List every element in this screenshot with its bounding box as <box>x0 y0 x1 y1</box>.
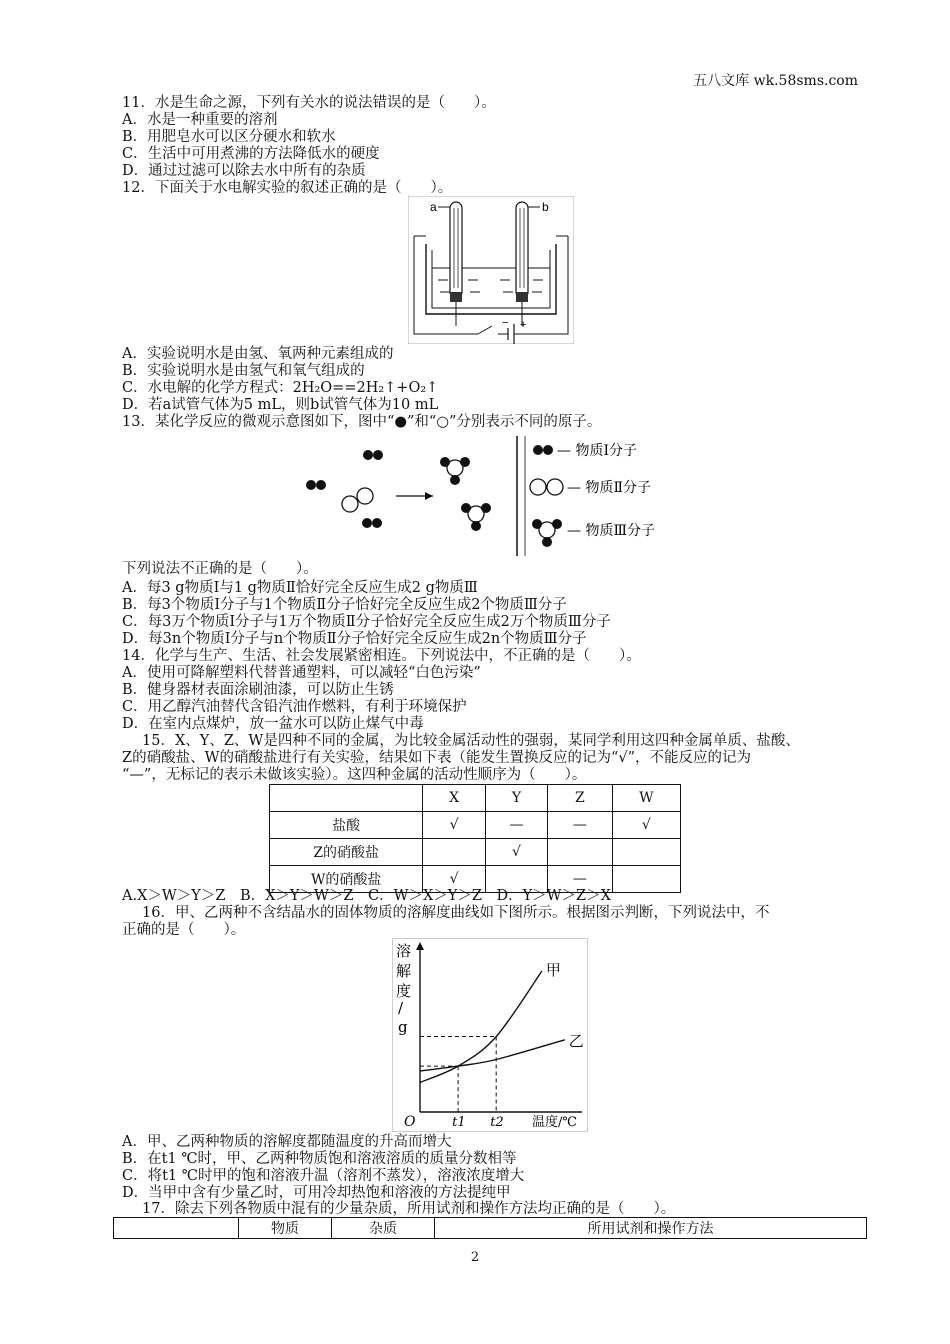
x-tick-label-t2: t2 <box>490 1115 504 1130</box>
q15-stem-line2: Z的硝酸盐、W的硝酸盐进行有关实验，结果如下表（能发生置换反应的记为“√”，不能反应的记为 <box>122 750 752 766</box>
y-axis-label-5: g <box>398 1018 408 1036</box>
y-axis-label-2: 解 <box>396 962 412 980</box>
q14-option-c: C．用乙醇汽油替代含铅汽油作燃料，有利于环境保护 <box>122 699 467 715</box>
table-cell: 所用试剂和操作方法 <box>435 1218 867 1239</box>
table-cell: Z的硝酸盐 <box>270 839 423 866</box>
q12-stem: 12．下面关于水电解实验的叙述正确的是（ ）。 <box>122 180 453 196</box>
page-number: 2 <box>470 1250 480 1265</box>
table-cell: √ <box>423 866 485 893</box>
q14-stem: 14．化学与生产、生活、社会发展紧密相连。下列说法中，不正确的是（ ）。 <box>122 648 641 664</box>
q12-option-b: B．实验说明水是由氢气和氧气组成的 <box>122 363 365 379</box>
q15-stem-line1: 15．X、Y、Z、W是四种不同的金属，为比较金属活动性的强弱，某同学利用这四种金属单质、盐酸、 <box>142 733 800 749</box>
table-cell: W <box>612 785 680 812</box>
table-cell <box>114 1218 239 1239</box>
legend-substance-3: — 物质Ⅲ分子 <box>567 523 655 539</box>
table-cell <box>612 866 680 893</box>
legend-substance-2: — 物质Ⅱ分子 <box>567 480 651 496</box>
table-header-row <box>114 1218 867 1239</box>
table-cell: W的硝酸盐 <box>270 866 423 893</box>
q16-option-d: D．当甲中含有少量乙时，可用冷却热饱和溶液的方法提纯甲 <box>122 1185 511 1201</box>
table-cell: 盐酸 <box>270 812 423 839</box>
q15-stem-line3: “—”，无标记的表示未做该实验）。这四种金属的活动性顺序为（ ）。 <box>122 767 587 783</box>
q14-option-a: A．使用可降解塑料代替普通塑料，可以减轻“白色污染” <box>122 665 481 681</box>
series-label-jia: 甲 <box>545 961 561 979</box>
q11-option-a: A．水是一种重要的溶剂 <box>122 112 278 128</box>
reaction-microscopic-figure <box>293 432 675 558</box>
q14-option-b: B．健身器材表面涂刷油漆，可以防止生锈 <box>122 682 394 698</box>
solubility-curve-chart <box>392 938 588 1132</box>
table-cell: — <box>485 812 547 839</box>
table-cell <box>548 839 612 866</box>
q12-option-a: A．实验说明水是由氢、氧两种元素组成的 <box>122 346 394 362</box>
table-cell: Y <box>485 785 547 812</box>
q17-table <box>113 1217 867 1239</box>
q16-option-a: A．甲、乙两种物质的溶解度都随温度的升高而增大 <box>122 1134 452 1150</box>
table-cell: √ <box>423 812 485 839</box>
q13-option-c: C．每3万个物质Ⅰ分子与1万个物质Ⅱ分子恰好完全反应生成2万个物质Ⅲ分子 <box>122 614 611 630</box>
origin-label: O <box>404 1114 416 1130</box>
q13-option-d: D．每3n个物质Ⅰ分子与n个物质Ⅱ分子恰好完全反应生成2n个物质Ⅲ分子 <box>122 631 587 647</box>
q17-stem: 17．除去下列各物质中混有的少量杂质，所用试剂和操作方法均正确的是（ ）。 <box>142 1201 676 1217</box>
table-cell: 物质 <box>239 1218 332 1239</box>
q16-stem-line2: 正确的是（ ）。 <box>122 922 246 938</box>
q16-option-b: B．在t1 ℃时，甲、乙两种物质饱和溶液溶质的质量分数相等 <box>122 1151 517 1167</box>
y-axis-label-4: / <box>398 999 404 1017</box>
q12-option-c: C．水电解的化学方程式：2H₂O==2H₂↑+O₂↑ <box>122 380 439 396</box>
table-cell: — <box>548 866 612 893</box>
q14-option-d: D．在室内点煤炉，放一盆水可以防止煤气中毒 <box>122 716 424 732</box>
table-row <box>270 812 681 839</box>
table-row <box>270 839 681 866</box>
y-axis-label-1: 溶 <box>396 942 412 960</box>
table-cell: X <box>423 785 485 812</box>
site-header: 五八文库 wk.58sms.com <box>693 73 858 89</box>
q15-options: A.X＞W＞Y＞Z B．X＞Y＞W＞Z C．W＞X＞Y＞Z D．Y＞W＞Z＞X <box>122 888 611 904</box>
q13-option-b: B．每3个物质Ⅰ分子与1个物质Ⅱ分子恰好完全反应生成2个物质Ⅲ分子 <box>122 597 567 613</box>
x-tick-label-t1: t1 <box>452 1115 466 1130</box>
table-cell <box>612 839 680 866</box>
tube-label-b: b <box>542 200 549 214</box>
x-axis-label: 温度/℃ <box>532 1115 577 1130</box>
table-header-row <box>270 785 681 812</box>
q12-option-d: D．若a试管气体为5 mL，则b试管气体为10 mL <box>122 397 439 413</box>
legend-substance-1: — 物质Ⅰ分子 <box>557 443 637 459</box>
q15-results-table <box>269 784 681 893</box>
electrolysis-apparatus-figure <box>408 196 574 344</box>
battery-minus: − <box>502 317 509 329</box>
q11-stem: 11．水是生命之源，下列有关水的说法错误的是（ ）。 <box>122 95 496 111</box>
q11-option-d: D．通过过滤可以除去水中所有的杂质 <box>122 163 366 179</box>
tube-label-a: a <box>430 200 437 214</box>
q13-option-a: A．每3 g物质Ⅰ与1 g物质Ⅱ恰好完全反应生成2 g物质Ⅲ <box>122 580 478 596</box>
q16-stem-line1: 16．甲、乙两种不含结晶水的固体物质的溶解度曲线如下图所示。根据图示判断，下列说法中，不 <box>142 905 770 921</box>
battery-plus: + <box>520 319 527 331</box>
table-cell: — <box>548 812 612 839</box>
table-cell: √ <box>485 839 547 866</box>
table-cell: 杂质 <box>332 1218 435 1239</box>
series-label-yi: 乙 <box>568 1031 584 1050</box>
q11-option-b: B．用肥皂水可以区分硬水和软水 <box>122 129 336 145</box>
q13-stem: 13．某化学反应的微观示意图如下，图中“●”和“○”分别表示不同的原子。 <box>122 414 602 430</box>
table-cell: √ <box>612 812 680 839</box>
table-cell <box>270 785 423 812</box>
table-cell: Z <box>548 785 612 812</box>
q13-sub-question: 下列说法不正确的是（ ）。 <box>122 561 318 577</box>
q16-option-c: C．将t1 ℃时甲的饱和溶液升温（溶剂不蒸发），溶液浓度增大 <box>122 1168 525 1184</box>
q11-option-c: C．生活中可用煮沸的方法降低水的硬度 <box>122 146 380 162</box>
table-cell <box>423 839 485 866</box>
y-axis-label-3: 度 <box>396 982 412 1000</box>
